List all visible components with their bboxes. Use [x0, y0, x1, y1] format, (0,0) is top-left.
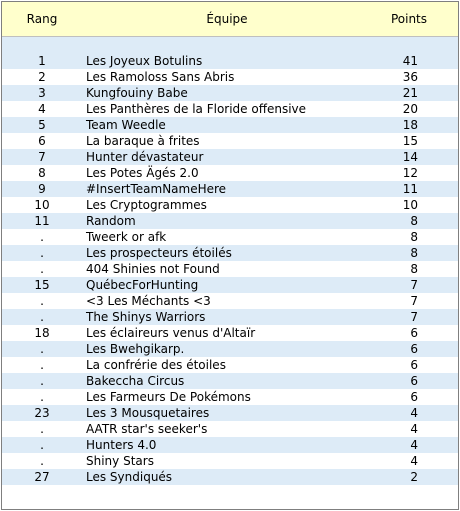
points-cell: 6: [372, 373, 458, 389]
rank-cell: .: [2, 341, 82, 357]
table-row: [2, 53, 458, 69]
rank-cell: .: [2, 437, 82, 453]
table-row: [2, 149, 458, 165]
team-cell: Random: [82, 213, 372, 229]
points-cell: 4: [372, 405, 458, 421]
table-row: [2, 453, 458, 469]
team-cell: Hunters 4.0: [82, 437, 372, 453]
ranking-table: [2, 2, 458, 485]
points-cell: 7: [372, 293, 458, 309]
table-row: [2, 373, 458, 389]
rank-cell: .: [2, 245, 82, 261]
table-row: [2, 245, 458, 261]
rank-cell: 8: [2, 165, 82, 181]
team-cell: Les Potes Ägés 2.0: [82, 165, 372, 181]
rank-cell: 11: [2, 213, 82, 229]
spacer-row: [2, 37, 458, 54]
points-cell: 6: [372, 325, 458, 341]
points-cell: 2: [372, 469, 458, 485]
table-row: [2, 101, 458, 117]
team-cell: La baraque à frites: [82, 133, 372, 149]
team-cell: Les prospecteurs étoilés: [82, 245, 372, 261]
rank-cell: 4: [2, 101, 82, 117]
team-cell: Kungfouiny Babe: [82, 85, 372, 101]
table-row: [2, 405, 458, 421]
table-row: [2, 69, 458, 85]
team-cell: Les Cryptogrammes: [82, 197, 372, 213]
points-cell: 6: [372, 357, 458, 373]
points-cell: 20: [372, 101, 458, 117]
rank-cell: 27: [2, 469, 82, 485]
points-cell: 10: [372, 197, 458, 213]
header-rank: Rang: [2, 2, 82, 37]
points-cell: 8: [372, 229, 458, 245]
team-cell: Les Joyeux Botulins: [82, 53, 372, 69]
team-cell: QuébecForHunting: [82, 277, 372, 293]
points-cell: 15: [372, 133, 458, 149]
team-cell: Les éclaireurs venus d'Altaïr: [82, 325, 372, 341]
points-cell: 12: [372, 165, 458, 181]
header-row: [2, 2, 458, 37]
table-row: [2, 261, 458, 277]
table-row: [2, 437, 458, 453]
rank-cell: .: [2, 453, 82, 469]
rank-cell: 15: [2, 277, 82, 293]
table-row: [2, 197, 458, 213]
rank-cell: .: [2, 229, 82, 245]
team-cell: AATR star's seeker's: [82, 421, 372, 437]
points-cell: 14: [372, 149, 458, 165]
points-cell: 4: [372, 437, 458, 453]
points-cell: 4: [372, 453, 458, 469]
table-row: [2, 357, 458, 373]
table-row: [2, 213, 458, 229]
team-cell: Les 3 Mousquetaires: [82, 405, 372, 421]
table-row: [2, 133, 458, 149]
rank-cell: 1: [2, 53, 82, 69]
team-cell: Tweerk or afk: [82, 229, 372, 245]
rank-cell: .: [2, 421, 82, 437]
rank-cell: 9: [2, 181, 82, 197]
team-cell: La confrérie des étoiles: [82, 357, 372, 373]
header-points: Points: [372, 2, 458, 37]
team-cell: Les Ramoloss Sans Abris: [82, 69, 372, 85]
table-row: [2, 389, 458, 405]
table-row: [2, 165, 458, 181]
rank-cell: .: [2, 309, 82, 325]
points-cell: 8: [372, 261, 458, 277]
rank-cell: .: [2, 293, 82, 309]
points-cell: 41: [372, 53, 458, 69]
table-row: [2, 181, 458, 197]
table-row: [2, 229, 458, 245]
rank-cell: 6: [2, 133, 82, 149]
table-row: [2, 421, 458, 437]
points-cell: 6: [372, 389, 458, 405]
rank-cell: 2: [2, 69, 82, 85]
team-cell: 404 Shinies not Found: [82, 261, 372, 277]
rank-cell: 7: [2, 149, 82, 165]
team-cell: Les Bwehgikarp.: [82, 341, 372, 357]
team-cell: Shiny Stars: [82, 453, 372, 469]
team-cell: Les Panthères de la Floride offensive: [82, 101, 372, 117]
team-cell: <3 Les Méchants <3: [82, 293, 372, 309]
points-cell: 36: [372, 69, 458, 85]
points-cell: 21: [372, 85, 458, 101]
points-cell: 6: [372, 341, 458, 357]
table-row: [2, 277, 458, 293]
team-cell: Bakeccha Circus: [82, 373, 372, 389]
rank-cell: .: [2, 357, 82, 373]
table-row: [2, 85, 458, 101]
table-row: [2, 325, 458, 341]
table-row: [2, 117, 458, 133]
header-team: Équipe: [82, 2, 372, 37]
points-cell: 8: [372, 213, 458, 229]
rank-cell: 23: [2, 405, 82, 421]
table-row: [2, 309, 458, 325]
rank-cell: 10: [2, 197, 82, 213]
team-cell: Les Syndiqués: [82, 469, 372, 485]
points-cell: 8: [372, 245, 458, 261]
team-cell: Hunter dévastateur: [82, 149, 372, 165]
rank-cell: 3: [2, 85, 82, 101]
rank-cell: .: [2, 261, 82, 277]
points-cell: 7: [372, 277, 458, 293]
table-row: [2, 341, 458, 357]
team-cell: Team Weedle: [82, 117, 372, 133]
points-cell: 4: [372, 421, 458, 437]
rank-cell: .: [2, 389, 82, 405]
rank-cell: 5: [2, 117, 82, 133]
points-cell: 7: [372, 309, 458, 325]
table-row: [2, 469, 458, 485]
rank-cell: 18: [2, 325, 82, 341]
rank-cell: .: [2, 373, 82, 389]
team-cell: #InsertTeamNameHere: [82, 181, 372, 197]
team-cell: Les Farmeurs De Pokémons: [82, 389, 372, 405]
table-row: [2, 293, 458, 309]
points-cell: 18: [372, 117, 458, 133]
points-cell: 11: [372, 181, 458, 197]
team-cell: The Shinys Warriors: [82, 309, 372, 325]
ranking-table-frame: [1, 1, 459, 510]
